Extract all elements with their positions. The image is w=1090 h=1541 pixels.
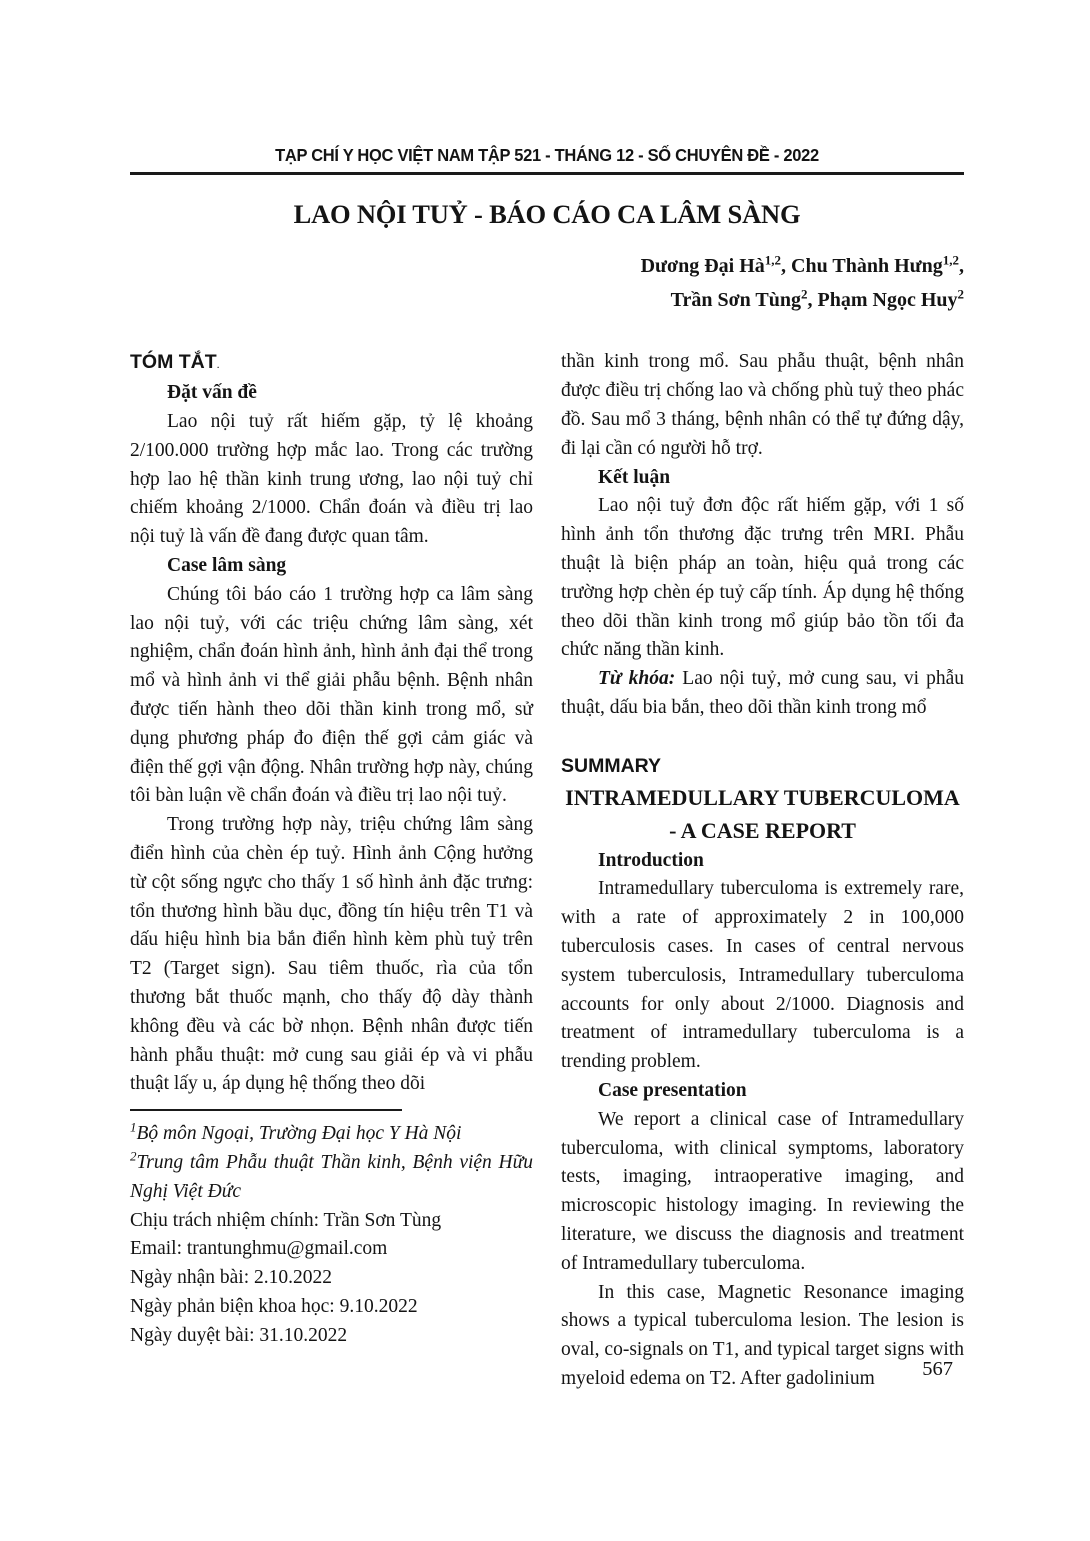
author-affiliation-sup: 1,2 <box>764 252 782 268</box>
subheading-case-presentation: Case presentation <box>598 1080 747 1101</box>
header-rule-divider <box>130 172 964 175</box>
section-heading-tom-tat <box>130 348 533 379</box>
keywords-text: Lao nội tuỷ, mở cung sau, vi phẫu thuật, dấu bia bắn, theo dõi thần kinh trong mổ <box>561 668 964 719</box>
affiliation-text: Trung tâm Phẫu thuật Thần kinh, Bệnh viện Hữu Nghị Việt Đức <box>130 1151 533 1202</box>
accepted-date-line: Ngày duyệt bài: 31.10.2022 <box>130 1324 348 1346</box>
subheading-ket-luan: Kết luận <box>598 466 671 488</box>
paragraph-case-report-2: Trong trường hợp này, triệu chứng lâm sàng điển hình của chèn ép tuỷ. Hình ảnh Cộng hưởng từ cột sống ngực cho thấy 1 số hình ảnh đặc trưng: tổn thương hình bầu dục, đồng tín hiệu trên T1 và dấu hiệu hình bia bắn điển hình kèm phù tuỷ trên T2 (Target sign). Sau tiêm thuốc, rìa của tổn thương bắt thuốc mạnh, cho thấy độ dày thành không đều và các bờ nhọn. Bệnh nhân được tiến hành phẫu thuật: mở cung sau giải ép và vi phẫu thuật lấy u, áp dụng hệ thống theo dõi <box>130 814 533 1095</box>
received-date-line: Ngày nhận bài: 2.10.2022 <box>130 1267 333 1289</box>
authors-line-2 <box>130 283 964 317</box>
author-separator: , <box>781 255 792 278</box>
page-number: 567 <box>922 1358 953 1380</box>
article-title: LAO NỘI TUỶ - BÁO CÁO CA LÂM SÀNG <box>293 199 801 229</box>
section-heading-summary: SUMMARY <box>561 754 662 777</box>
affiliation-text: Bộ môn Ngoại, Trường Đại học Y Hà Nội <box>136 1123 462 1145</box>
authors-block <box>130 249 964 317</box>
author-affiliation-sup: 2 <box>801 286 808 302</box>
english-title-line-1: INTRAMEDULLARY TUBERCULOMA <box>565 784 960 810</box>
subheading-case-lam-sang: Case lâm sàng <box>167 555 287 577</box>
email-line: Email: trantunghmu@gmail.com <box>130 1238 388 1260</box>
heading-trailing-dot: . <box>216 357 220 372</box>
left-column <box>130 348 533 1393</box>
paragraph-case-presentation-2: In this case, Magnetic Resonance imaging shows a typical tuberculoma lesion. The lesion is oval, co-signals on T1, and typical target signs with myeloid edema on T2. After gadolinium <box>561 1281 964 1389</box>
subheading-dat-van-de: Đặt vấn đề <box>167 382 257 404</box>
keywords-paragraph <box>561 665 964 723</box>
author-name: Dương Đại Hà <box>640 255 765 278</box>
reviewed-date-line: Ngày phản biện khoa học: 9.10.2022 <box>130 1295 418 1317</box>
author-name: Trần Sơn Tùng <box>670 289 801 312</box>
affiliation-1 <box>130 1120 533 1149</box>
author-name: Phạm Ngọc Huy <box>817 289 958 312</box>
english-title <box>561 781 964 847</box>
paragraph-ket-luan: Lao nội tuỷ đơn độc rất hiếm gặp, với 1 số hình ảnh tổn thương đặc trưng trên MRI. Phẫu thuật là biện pháp an toàn, hiệu quả trong các trường hợp chèn ép tuỷ cấp tính. Áp dụng hệ thống theo dõi thần kinh trong mổ giúp bảo tồn tối đa chức năng thần kinh. <box>561 495 964 661</box>
affiliation-2 <box>130 1149 533 1207</box>
section-heading-text: TÓM TẮT <box>130 351 217 374</box>
corresponding-author-line: Chịu trách nhiệm chính: Trần Sơn Tùng <box>130 1209 442 1231</box>
paragraph-introduction: Intramedullary tuberculoma is extremely rare, with a rate of approximately 2 in 100,000 tuberculosis cases. In cases of central nervous system tuberculosis, Intramedullary tuberculoma accounts for only about 2/1000. Diagnosis and treatment of intramedullary tuberculoma is a trending problem. <box>561 878 964 1073</box>
affiliation-sup: 2 <box>130 1148 137 1164</box>
author-name: Chu Thành Hưng <box>791 255 943 278</box>
footnote-rule <box>130 1109 402 1111</box>
authors-line-1 <box>130 249 964 283</box>
paragraph-case-presentation-1: We report a clinical case of Intramedullary tuberculoma, with clinical symptoms, laboratory tests, imaging, intraoperative imaging, and microscopic histology imaging. In reviewing the literature, we discuss the diagnosis and treatment of Intramedullary tuberculoma. <box>561 1108 964 1274</box>
paragraph-continuation: thần kinh trong mổ. Sau phẫu thuật, bệnh nhân được điều trị chống lao và chống phù tuỷ theo phác đồ. Sau mổ 3 tháng, bệnh nhân có thể tự đứng dậy, đi lại cần có người hỗ trợ. <box>561 351 964 459</box>
paragraph-case-report-1: Chúng tôi báo cáo 1 trường hợp ca lâm sàng lao nội tuỷ, với các triệu chứng lâm sàng, xét nghiệm, chẩn đoán hình ảnh, hình ảnh đại thể trong mổ và hình ảnh vi thể giải phẫu bệnh. Bệnh nhân được tiến hành theo dõi thần kinh trong mổ, sử dụng phương pháp đo điện thế gợi cảm giác và điện thế gợi vận động. Nhân trường hợp này, chúng tôi bàn luận về chẩn đoán và điều trị lao nội tuỷ. <box>130 583 533 807</box>
right-column <box>561 348 964 1393</box>
affiliation-sup: 1 <box>130 1119 137 1135</box>
author-affiliation-sup: 2 <box>957 286 964 302</box>
author-separator: , <box>959 255 964 278</box>
author-affiliation-sup: 1,2 <box>942 252 959 268</box>
two-column-body <box>130 348 964 1393</box>
keywords-label: Từ khóa: <box>598 668 676 690</box>
footnote-block <box>130 1109 533 1350</box>
subheading-introduction: Introduction <box>598 849 704 871</box>
english-title-line-2: - A CASE REPORT <box>669 817 856 843</box>
running-header: TẠP CHÍ Y HỌC VIỆT NAM TẬP 521 - THÁNG 12 - SỐ CHUYÊN ĐỀ - 2022 <box>275 146 819 166</box>
author-separator: , <box>807 289 818 312</box>
paragraph-dat-van-de: Lao nội tuỷ rất hiếm gặp, tỷ lệ khoảng 2/100.000 trường hợp mắc lao. Trong các trường hợp lao hệ thần kinh trung ương, lao nội tuỷ chỉ chiếm khoảng 2/1000. Chẩn đoán và điều trị lao nội tuỷ là vấn đề đang được quan tâm. <box>130 411 533 548</box>
